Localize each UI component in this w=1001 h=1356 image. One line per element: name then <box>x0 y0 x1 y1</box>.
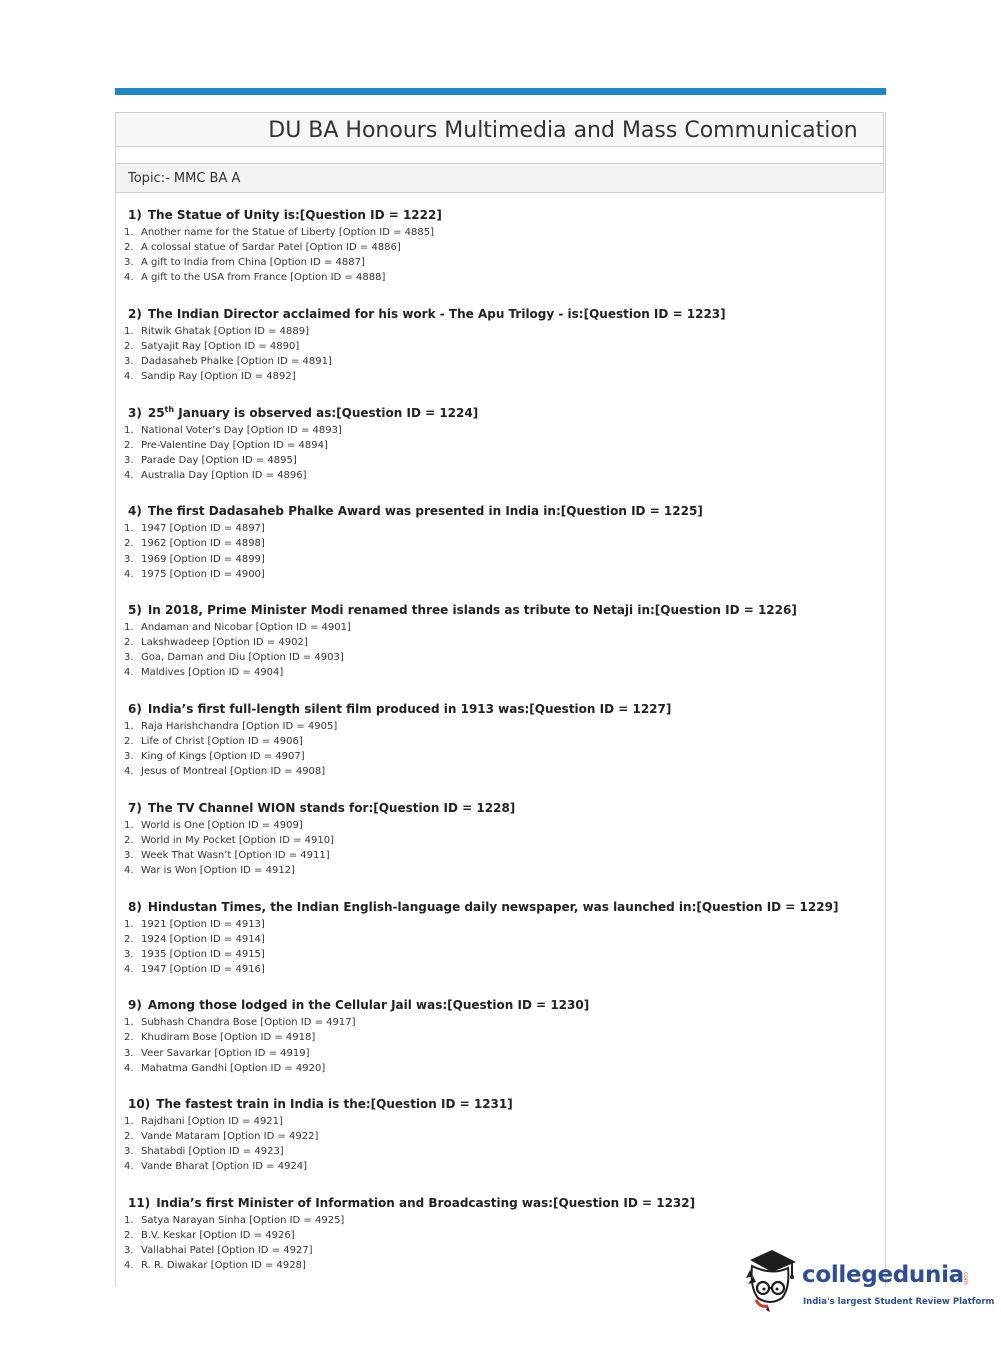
option-item <box>124 354 874 369</box>
option-text: Goa, Daman and Diu [Option ID = 4903] <box>141 652 344 664</box>
option-item <box>124 438 874 453</box>
option-item <box>124 1114 874 1129</box>
option-item <box>124 1030 874 1045</box>
option-text: Veer Savarkar [Option ID = 4919] <box>141 1047 310 1059</box>
option-number: 2. <box>124 340 134 352</box>
option-item <box>124 962 874 977</box>
option-text: Satyajit Ray [Option ID = 4890] <box>141 340 300 352</box>
option-item <box>124 270 874 285</box>
option-item <box>124 324 874 339</box>
option-item <box>124 536 874 551</box>
option-text: Australia Day [Option ID = 4896] <box>141 469 307 481</box>
option-number: 2. <box>124 736 134 748</box>
question-heading <box>128 405 874 422</box>
option-text: Andaman and Nicobar [Option ID = 4901] <box>141 622 351 634</box>
option-list <box>124 521 874 581</box>
option-number: 4. <box>124 272 134 284</box>
option-number: 4. <box>124 1260 134 1272</box>
option-text: 1947 [Option ID = 4897] <box>141 523 265 535</box>
option-text: Lakshwadeep [Option ID = 4902] <box>141 637 308 649</box>
question-text: The fastest train in India is the:[Question ID = 1231] <box>156 1097 513 1112</box>
question-number: 1) <box>128 208 142 222</box>
question-heading <box>128 503 874 520</box>
question-item <box>124 503 874 602</box>
question-text: Among those lodged in the Cellular Jail was:[Question ID = 1230] <box>147 998 590 1013</box>
option-item <box>124 1061 874 1076</box>
option-text: Rajdhani [Option ID = 4921] <box>141 1116 283 1128</box>
option-item <box>124 947 874 962</box>
option-text: Raja Harishchandra [Option ID = 4905] <box>141 720 338 732</box>
option-item <box>124 521 874 536</box>
question-item <box>124 306 874 405</box>
option-text: B.V. Keskar [Option ID = 4926] <box>141 1230 295 1242</box>
option-list <box>124 1114 874 1174</box>
option-number: 4. <box>124 1161 134 1173</box>
option-number: 4. <box>124 963 134 975</box>
option-text: Life of Christ [Option ID = 4906] <box>141 736 303 748</box>
option-list <box>124 818 874 878</box>
option-text: Subhash Chandra Bose [Option ID = 4917] <box>141 1017 356 1029</box>
question-heading <box>128 207 874 224</box>
option-number: 3. <box>124 751 134 763</box>
option-text: Week That Wasn’t [Option ID = 4911] <box>141 849 330 861</box>
logo-wordmark: collegedunia <box>802 1262 964 1288</box>
option-number: 3. <box>124 553 134 565</box>
option-number: 4. <box>124 865 134 877</box>
question-number: 7) <box>128 800 142 815</box>
question-heading <box>128 800 874 817</box>
option-text: Vande Bharat [Option ID = 4924] <box>141 1161 308 1173</box>
option-item <box>124 1129 874 1144</box>
option-list <box>124 719 874 779</box>
option-item <box>124 552 874 567</box>
logo-dotcom: .com <box>962 1270 969 1285</box>
option-item <box>124 1213 874 1228</box>
option-number: 2. <box>124 439 134 451</box>
option-item <box>124 1144 874 1159</box>
option-list <box>124 1015 874 1075</box>
option-number: 2. <box>124 1131 134 1143</box>
option-text: War is Won [Option ID = 4912] <box>141 865 295 877</box>
option-text: 1962 [Option ID = 4898] <box>141 538 265 550</box>
question-heading <box>128 899 874 916</box>
question-text-start: 25 <box>147 405 165 420</box>
option-text: Shatabdi [Option ID = 4923] <box>141 1146 284 1158</box>
collegedunia-logo[interactable] <box>742 1248 995 1318</box>
option-item <box>124 468 874 483</box>
option-text: Maldives [Option ID = 4904] <box>141 667 284 679</box>
question-number: 3) <box>128 405 142 420</box>
question-heading <box>128 1096 874 1113</box>
option-text: A gift to India from China [Option ID = 4887] <box>141 257 365 269</box>
option-number: 2. <box>124 637 134 649</box>
option-item <box>124 833 874 848</box>
option-text: National Voter’s Day [Option ID = 4893] <box>141 424 342 436</box>
question-number: 4) <box>128 504 142 519</box>
question-text-end: January is observed as:[Question ID = 1224] <box>174 405 479 420</box>
question-item <box>124 405 874 504</box>
question-text: The Indian Director acclaimed for his work - The Apu Trilogy - is:[Question ID = 1223] <box>147 306 726 321</box>
question-number: 2) <box>128 306 142 321</box>
question-text: The Statue of Unity is:[Question ID = 1222] <box>147 208 442 222</box>
question-number: 10) <box>128 1097 151 1112</box>
question-text: India’s first Minister of Information and Broadcasting was:[Question ID = 1232] <box>156 1195 696 1210</box>
logo-tagline: India's largest Student Review Platform <box>803 1297 995 1307</box>
option-item <box>124 1015 874 1030</box>
option-number: 2. <box>124 1230 134 1242</box>
option-item <box>124 932 874 947</box>
option-text: 1924 [Option ID = 4914] <box>141 933 265 945</box>
option-text: World in My Pocket [Option ID = 4910] <box>141 834 335 846</box>
option-number: 1. <box>124 325 134 337</box>
question-text: Hindustan Times, the Indian English-language daily newspaper, was launched in:[Question ID = 1229] <box>147 899 839 914</box>
option-item <box>124 620 874 635</box>
option-number: 3. <box>124 948 134 960</box>
option-item <box>124 665 874 680</box>
option-number: 2. <box>124 933 134 945</box>
option-text: World is One [Option ID = 4909] <box>141 819 303 831</box>
question-number: 6) <box>128 701 142 716</box>
option-number: 3. <box>124 257 134 269</box>
option-item <box>124 719 874 734</box>
option-text: Pre-Valentine Day [Option ID = 4894] <box>141 439 328 451</box>
option-item <box>124 339 874 354</box>
topic-box <box>115 164 884 193</box>
option-text: Khudiram Bose [Option ID = 4918] <box>141 1032 316 1044</box>
option-list <box>124 324 874 384</box>
question-number: 8) <box>128 899 142 914</box>
question-item <box>124 701 874 800</box>
option-number: 1. <box>124 720 134 732</box>
option-item <box>124 255 874 270</box>
option-text: 1935 [Option ID = 4915] <box>141 948 265 960</box>
option-number: 3. <box>124 355 134 367</box>
question-heading <box>128 306 874 323</box>
option-item <box>124 917 874 932</box>
option-number: 2. <box>124 242 134 254</box>
option-number: 4. <box>124 568 134 580</box>
option-number: 2. <box>124 834 134 846</box>
option-number: 1. <box>124 227 134 238</box>
option-number: 4. <box>124 1062 134 1074</box>
option-item <box>124 240 874 255</box>
option-list <box>124 423 874 483</box>
option-text: Ritwik Ghatak [Option ID = 4889] <box>141 325 309 337</box>
option-number: 4. <box>124 469 134 481</box>
option-item <box>124 848 874 863</box>
option-item <box>124 423 874 438</box>
option-number: 1. <box>124 523 134 535</box>
option-number: 3. <box>124 1146 134 1158</box>
option-number: 1. <box>124 424 134 436</box>
question-text: The TV Channel WION stands for:[Question ID = 1228] <box>147 800 516 815</box>
option-item <box>124 1228 874 1243</box>
option-item <box>124 863 874 878</box>
option-item <box>124 453 874 468</box>
option-item <box>124 567 874 582</box>
option-text: Another name for the Statue of Liberty [Option ID = 4885] <box>141 227 435 238</box>
question-item <box>124 899 874 998</box>
question-number: 5) <box>128 603 142 618</box>
ordinal-suffix: th <box>164 404 175 414</box>
option-text: R. R. Diwakar [Option ID = 4928] <box>141 1260 306 1272</box>
option-item <box>124 749 874 764</box>
title-box <box>115 112 884 147</box>
question-number: 9) <box>128 998 142 1013</box>
option-list <box>124 620 874 680</box>
option-number: 2. <box>124 538 134 550</box>
option-number: 3. <box>124 1245 134 1257</box>
option-item <box>124 764 874 779</box>
option-text: Dadasaheb Phalke [Option ID = 4891] <box>141 355 332 367</box>
option-text: Vallabhai Patel [Option ID = 4927] <box>141 1245 313 1257</box>
option-text: 1969 [Option ID = 4899] <box>141 553 265 565</box>
mascot-icon <box>742 1248 802 1314</box>
top-accent-bar <box>115 88 886 95</box>
question-item <box>124 207 874 306</box>
option-number: 3. <box>124 1047 134 1059</box>
question-item <box>124 997 874 1096</box>
question-text: The first Dadasaheb Phalke Award was presented in India in:[Question ID = 1225] <box>147 504 703 519</box>
option-text: Parade Day [Option ID = 4895] <box>141 454 297 466</box>
option-item <box>124 650 874 665</box>
question-item <box>124 800 874 899</box>
option-text: A colossal statue of Sardar Patel [Option ID = 4886] <box>141 242 401 254</box>
option-text: 1975 [Option ID = 4900] <box>141 568 265 580</box>
question-text: In 2018, Prime Minister Modi renamed three islands as tribute to Netaji in:[Question ID = 1226] <box>147 603 797 618</box>
option-number: 1. <box>124 1116 134 1128</box>
option-text: Sandip Ray [Option ID = 4892] <box>141 371 296 383</box>
option-number: 4. <box>124 371 134 383</box>
question-text: India’s first full-length silent film produced in 1913 was:[Question ID = 1227] <box>147 701 672 716</box>
option-number: 3. <box>124 652 134 664</box>
question-heading <box>128 602 874 619</box>
option-text: Mahatma Gandhi [Option ID = 4920] <box>141 1062 326 1074</box>
option-number: 1. <box>124 1214 134 1226</box>
question-number: 11) <box>128 1195 151 1210</box>
option-number: 1. <box>124 1017 134 1029</box>
option-text: 1921 [Option ID = 4913] <box>141 918 265 930</box>
option-list <box>124 225 874 285</box>
option-item <box>124 635 874 650</box>
option-text: Jesus of Montreal [Option ID = 4908] <box>141 766 326 778</box>
option-list <box>124 917 874 977</box>
option-item <box>124 225 874 240</box>
option-text: Satya Narayan Sinha [Option ID = 4925] <box>141 1214 345 1226</box>
topic-label: Topic:- MMC BA A <box>128 171 241 186</box>
option-number: 1. <box>124 918 134 930</box>
option-text: King of Kings [Option ID = 4907] <box>141 751 305 763</box>
option-number: 1. <box>124 819 134 831</box>
option-number: 4. <box>124 667 134 679</box>
question-heading <box>128 1195 874 1212</box>
option-item <box>124 818 874 833</box>
title-spacer <box>115 147 884 164</box>
question-item <box>124 602 874 701</box>
option-item <box>124 1159 874 1174</box>
option-number: 4. <box>124 766 134 778</box>
question-list <box>124 207 874 1294</box>
question-heading <box>128 701 874 718</box>
option-item <box>124 369 874 384</box>
question-heading <box>128 997 874 1014</box>
option-text: Vande Mataram [Option ID = 4922] <box>141 1131 319 1143</box>
option-text: 1947 [Option ID = 4916] <box>141 963 265 975</box>
page-title: DU BA Honours Multimedia and Mass Communication <box>268 118 858 143</box>
option-text: A gift to the USA from France [Option ID = 4888] <box>141 272 386 284</box>
option-number: 1. <box>124 622 134 634</box>
option-number: 3. <box>124 454 134 466</box>
option-number: 2. <box>124 1032 134 1044</box>
option-item <box>124 734 874 749</box>
option-item <box>124 1046 874 1061</box>
option-number: 3. <box>124 849 134 861</box>
question-item <box>124 1096 874 1195</box>
